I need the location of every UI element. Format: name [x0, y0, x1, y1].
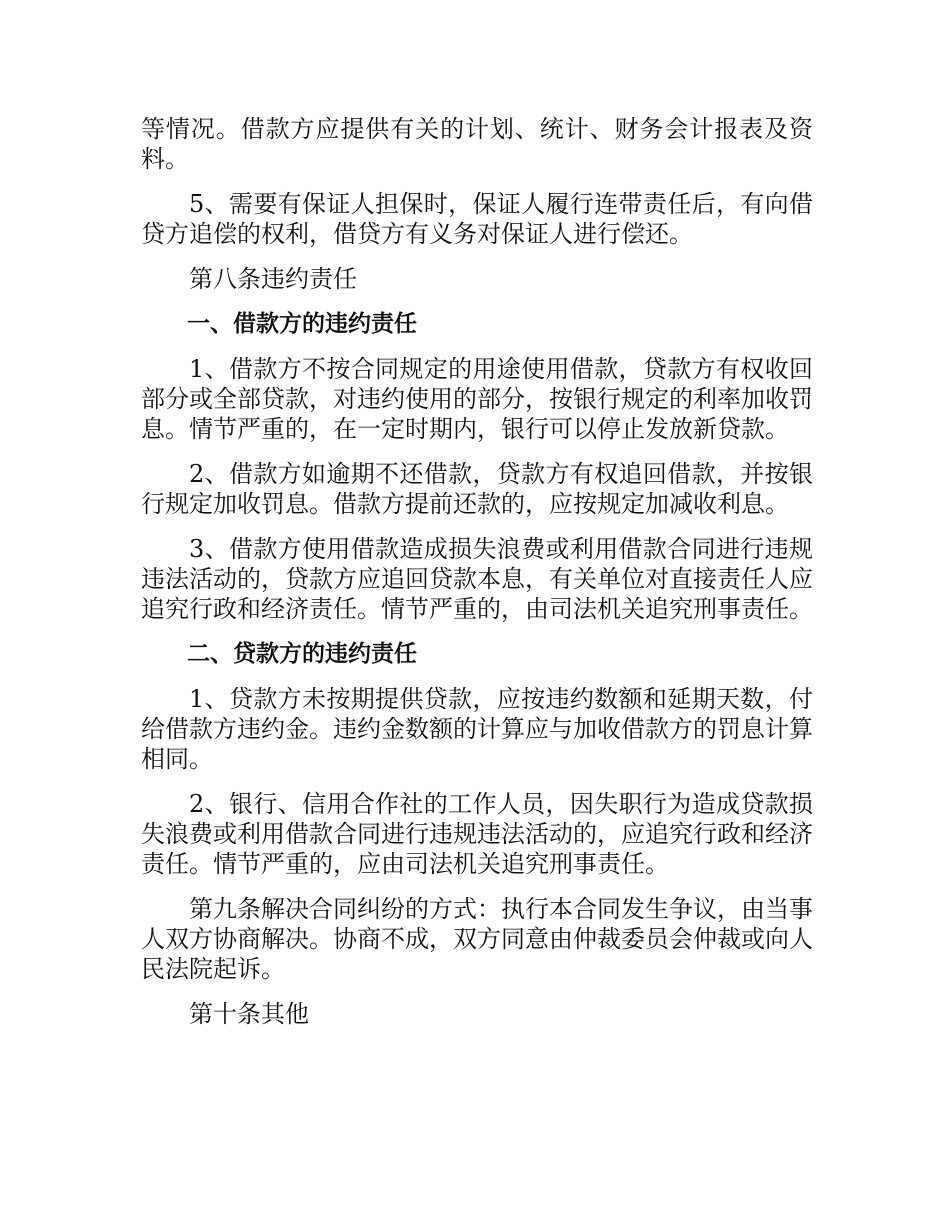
section-heading-lender-liability: 二、贷款方的违约责任 [187, 641, 417, 667]
paragraph-borrower-item-1: 1、借款方不按合同规定的用途使用借款，贷款方有权收回部分或全部贷款，对违约使用的部分，按银行规定的利率加收罚息。情节严重的，在一定时期内，银行可以停止发放新贷款。 [141, 355, 813, 443]
article-8-title: 第八条违约责任 [189, 265, 357, 293]
paragraph-lender-item-2: 2、银行、信用合作社的工作人员，因失职行为造成贷款损失浪费或利用借款合同进行违规违法活动的，应追究行政和经济责任。情节严重的，应由司法机关追究刑事责任。 [141, 790, 813, 878]
section-heading-borrower-liability: 一、借款方的违约责任 [187, 311, 417, 337]
paragraph-lender-item-1: 1、贷款方未按期提供贷款，应按违约数额和延期天数，付给借款方违约金。违约金数额的计算应与加收借款方的罚息计算相同。 [141, 685, 813, 773]
article-10-title: 第十条其他 [189, 1000, 309, 1028]
paragraph-borrower-item-2: 2、借款方如逾期不还借款，贷款方有权追回借款，并按银行规定加收罚息。借款方提前还款的，应按规定加减收利息。 [141, 460, 813, 518]
paragraph-guarantor-clause: 5、需要有保证人担保时，保证人履行连带责任后，有向借贷方追偿的权利，借贷方有义务对保证人进行偿还。 [141, 190, 813, 248]
article-9-dispute-resolution: 第九条解决合同纠纷的方式：执行本合同发生争议，由当事人双方协商解决。协商不成，双方同意由仲裁委员会仲裁或向人民法院起诉。 [141, 895, 813, 983]
paragraph-borrower-item-3: 3、借款方使用借款造成损失浪费或利用借款合同进行违规违法活动的，贷款方应追回贷款本息，有关单位对直接责任人应追究行政和经济责任。情节严重的，由司法机关追究刑事责任。 [141, 535, 813, 623]
paragraph-continuation: 等情况。借款方应提供有关的计划、统计、财务会计报表及资料。 [141, 115, 813, 173]
document-page [141, 114, 813, 1044]
